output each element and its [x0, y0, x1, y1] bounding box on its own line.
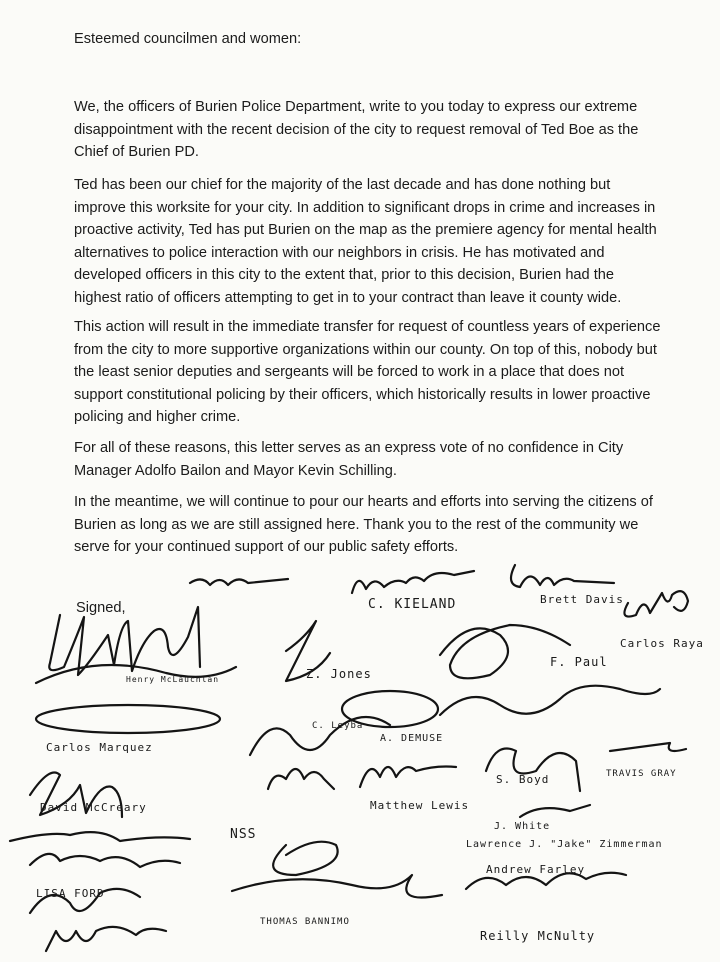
signature-scribble — [360, 767, 456, 788]
signed-label: Signed, — [76, 600, 126, 616]
signature-scribble — [610, 743, 686, 751]
printed-name: J. White — [494, 821, 551, 832]
printed-name: LISA FORD — [36, 887, 105, 900]
paragraph-no-confidence: For all of these reasons, this letter serves as an express vote of no confidence in City Manager Adolfo Bailon and Mayor Kevin Schilling. — [74, 440, 624, 479]
printed-name: S. Boyd — [496, 773, 550, 786]
printed-name: F. Paul — [550, 655, 608, 669]
printed-name: THOMAS BANNIMO — [260, 917, 350, 927]
signature-scribble — [440, 625, 570, 678]
paragraph-chief-record: Ted has been our chief for the majority of the last decade and has done nothing but improve this worksite for your city. In addition to significant drops in crime and increases in proactive activity, Ted has put Burien on the map as the premiere agency for mental health alternatives to police interaction with our neighbors in crisis. He has motivated and developed officers in this city to the extent that, prior to this decision, Burien had the highest ratio of officers attempting to get in to your contract than leave it county wide. — [74, 177, 657, 306]
signature-scribble — [624, 591, 688, 616]
signature-scribble — [352, 571, 474, 593]
printed-name: Z. Jones — [306, 667, 372, 681]
signature-scribble — [190, 579, 288, 585]
printed-name: David McCreary — [40, 801, 147, 814]
printed-name: Reilly McNulty — [480, 929, 596, 943]
signature-scribble — [10, 832, 190, 841]
signature-scribble — [440, 686, 660, 715]
printed-name: Henry McLauchlan — [126, 675, 220, 684]
printed-name: Matthew Lewis — [370, 799, 470, 812]
printed-name: Andrew Farley — [486, 863, 586, 876]
signature-scribble — [273, 842, 338, 875]
printed-name: A. DEMUSE — [380, 733, 444, 744]
printed-name: C. Leyba — [312, 721, 364, 731]
printed-name: Carlos Marquez — [46, 741, 153, 754]
printed-name: TRAVIS GRAY — [606, 769, 677, 779]
signature-scribble — [232, 875, 442, 898]
paragraph-consequences: This action will result in the immediate transfer for request of countless years of experience from the city to more supportive organizations within our county. On top of this, nobody but the least senior deputies and sergeants will be forced to work in a place that does not support constitutional policing by their officers, which historically results in lower proactive policing and higher crime. — [74, 319, 661, 426]
printed-name: C. KIELAND — [368, 597, 457, 612]
paragraph-closing: In the meantime, we will continue to pour our hearts and efforts into serving the citizens of Burien as long as we are still assigned here. Thank you to the rest of the community we serve for your continued support of our public safety efforts. — [74, 494, 653, 556]
printed-name: NSS — [230, 827, 257, 842]
paragraph-intro: We, the officers of Burien Police Department, write to you today to express our extreme disappointment with the recent decision of the city to request removal of Ted Boe as the Chief of Burien PD. — [74, 99, 639, 161]
signature-scribble — [511, 565, 614, 587]
handwritten-signatures — [0, 555, 720, 962]
signature-scribble — [268, 769, 334, 789]
salutation: Esteemed councilmen and women: — [74, 31, 302, 47]
printed-name: Carlos Raya — [620, 637, 704, 650]
signature-block — [0, 555, 720, 962]
signature-scribble — [520, 805, 590, 817]
signature-scribble — [46, 927, 166, 951]
printed-name: Lawrence J. "Jake" Zimmerman — [466, 839, 663, 850]
signature-scribble — [36, 705, 220, 733]
printed-name: Brett Davis — [540, 593, 624, 606]
signature-scribble — [30, 854, 180, 867]
